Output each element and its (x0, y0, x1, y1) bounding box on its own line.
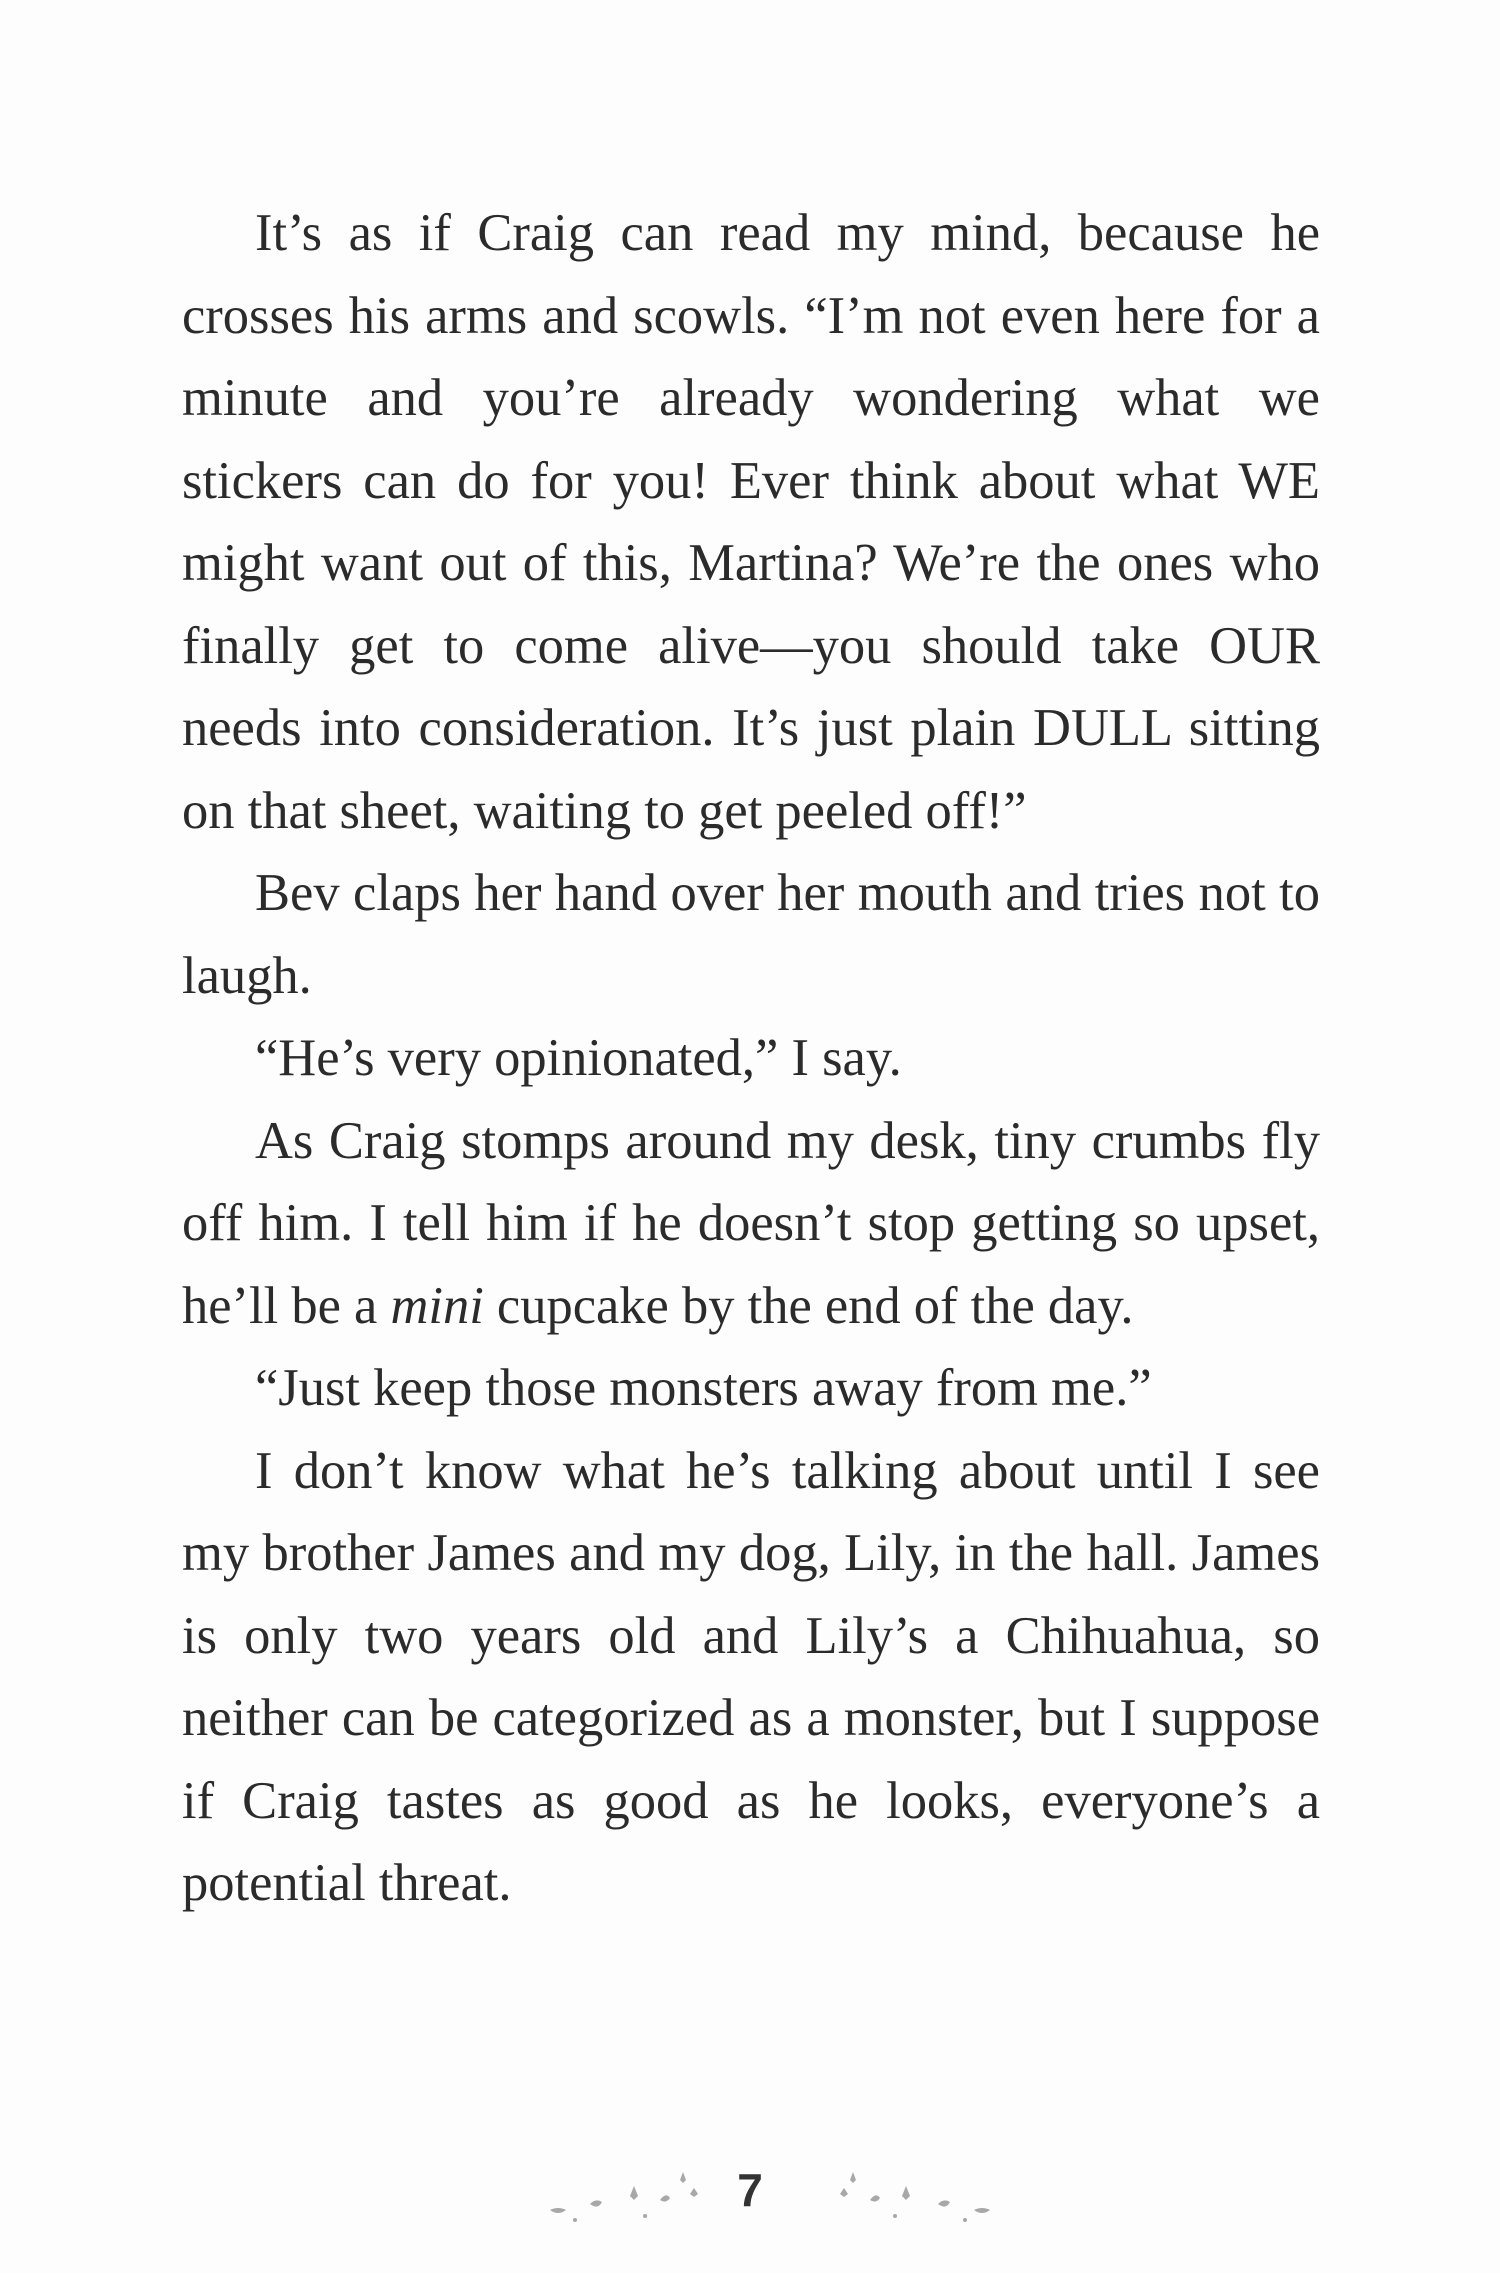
paragraph-4-end: cupcake by the end of the day. (483, 1276, 1134, 1335)
paragraph-1: It’s as if Craig can read my mind, because he crosses his arms and scowls. “I’m not even here for a minute and you’re already wondering what we stickers can do for you! Ever think about what WE might want out of this, Martina? We’re the ones who finally get to come alive—you should take OUR needs into consideration. It’s just plain DULL sitting on that sheet, waiting to get peeled off!” (182, 204, 1320, 840)
italic-word: mini (390, 1276, 484, 1335)
paragraph-5: “Just keep those monsters away from me.” (255, 1359, 1152, 1417)
paragraph-4-start: As Craig stomps around my desk, tiny crumbs fly off him. I tell him if he doesn’t stop getting so upset, he’ll be a (182, 1111, 1320, 1335)
body-text (182, 192, 1320, 1925)
sparkle-ornament-icon (530, 2160, 730, 2240)
page-number: 7 (737, 2164, 763, 2216)
paragraph-4 (182, 1100, 1320, 1348)
sparkle-ornament-icon (810, 2160, 1010, 2240)
paragraph-6: I don’t know what he’s talking about until I see my brother James and my dog, Lily, in the hall. James is only two years old and Lily’s a Chihuahua, so neither can be categorized as a monster, but I suppose if Craig tastes as good as he looks, everyone’s a potential threat. (182, 1441, 1320, 1912)
page-footer (0, 2160, 1500, 2240)
paragraph-3: “He’s very opinionated,” I say. (255, 1029, 902, 1087)
paragraph-2: Bev claps her hand over her mouth and tries not to laugh. (182, 864, 1320, 1005)
